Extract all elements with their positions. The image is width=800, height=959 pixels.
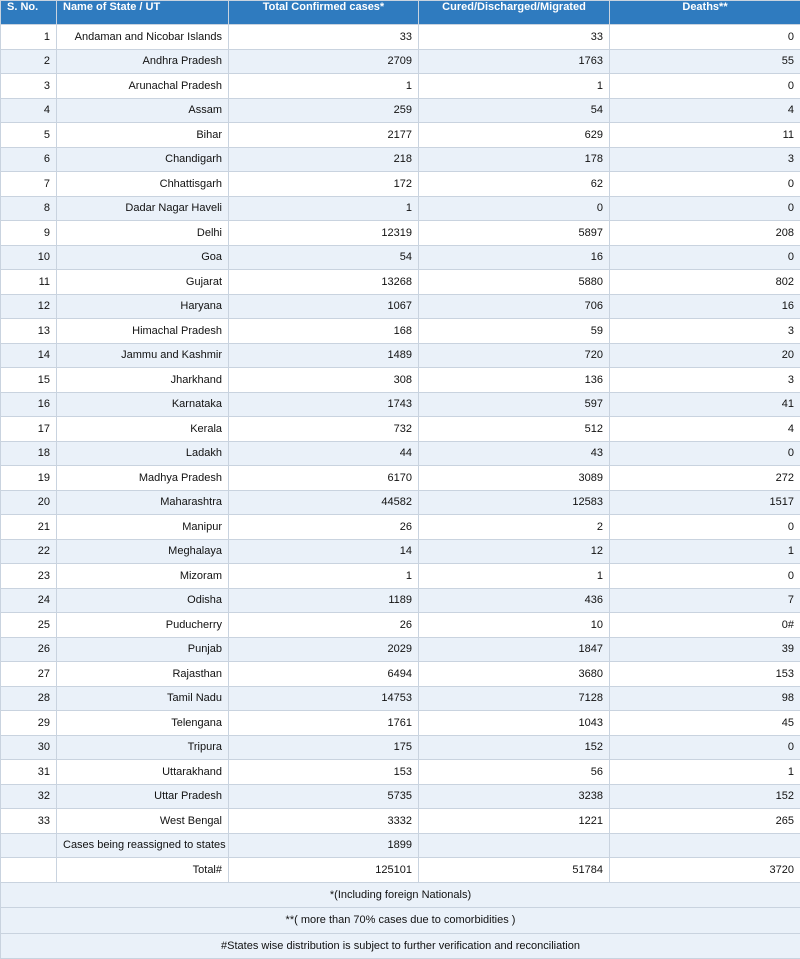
table-row — [1, 686, 800, 711]
cell-sno: 26 — [1, 637, 57, 662]
cell-confirmed: 1189 — [229, 588, 419, 613]
cell-cured: 512 — [419, 417, 610, 442]
table-row — [1, 74, 800, 99]
cell-state: Andhra Pradesh — [57, 49, 229, 74]
cell-deaths: 0 — [610, 735, 800, 760]
cell-sno: 27 — [1, 662, 57, 687]
cell-sno: 25 — [1, 613, 57, 638]
cell-state: Uttar Pradesh — [57, 784, 229, 809]
cell-sno — [1, 833, 57, 858]
cell-state: Mizoram — [57, 564, 229, 589]
table-row — [1, 392, 800, 417]
cell-sno: 13 — [1, 319, 57, 344]
cell-confirmed: 13268 — [229, 270, 419, 295]
footnote-row — [1, 908, 800, 934]
cell-sno: 22 — [1, 539, 57, 564]
cell-confirmed: 14753 — [229, 686, 419, 711]
cell-confirmed: 5735 — [229, 784, 419, 809]
cell-deaths: 152 — [610, 784, 800, 809]
cell-cured: 720 — [419, 343, 610, 368]
cell-cured: 7128 — [419, 686, 610, 711]
cell-state: Chhattisgarh — [57, 172, 229, 197]
cell-state: Ladakh — [57, 441, 229, 466]
cell-confirmed: 14 — [229, 539, 419, 564]
cell-sno: 21 — [1, 515, 57, 540]
reassigned-row — [1, 833, 800, 858]
table-row — [1, 49, 800, 74]
table-row — [1, 637, 800, 662]
table-row — [1, 123, 800, 148]
cell-deaths: 4 — [610, 98, 800, 123]
cell-deaths: 0 — [610, 172, 800, 197]
cell-sno: 32 — [1, 784, 57, 809]
cell-deaths: 153 — [610, 662, 800, 687]
cell-state: Uttarakhand — [57, 760, 229, 785]
cell-state: Haryana — [57, 294, 229, 319]
cell-deaths: 208 — [610, 221, 800, 246]
total-row — [1, 858, 800, 883]
cell-cured: 1847 — [419, 637, 610, 662]
cell-confirmed: 1067 — [229, 294, 419, 319]
cell-cured: 5880 — [419, 270, 610, 295]
cell-state: Punjab — [57, 637, 229, 662]
cell-cured: 136 — [419, 368, 610, 393]
cell-deaths: 4 — [610, 417, 800, 442]
cell-cured: 2 — [419, 515, 610, 540]
cell-sno: 3 — [1, 74, 57, 99]
cell-deaths — [610, 833, 800, 858]
cell-state: Kerala — [57, 417, 229, 442]
cell-cured: 56 — [419, 760, 610, 785]
table-row — [1, 343, 800, 368]
table-row — [1, 466, 800, 491]
cell-cured: 54 — [419, 98, 610, 123]
table-row — [1, 147, 800, 172]
cell-sno: 18 — [1, 441, 57, 466]
cell-sno: 10 — [1, 245, 57, 270]
cell-deaths: 39 — [610, 637, 800, 662]
total-label: Total# — [57, 858, 229, 883]
cell-deaths: 1517 — [610, 490, 800, 515]
cell-confirmed: 44582 — [229, 490, 419, 515]
cell-deaths: 0 — [610, 245, 800, 270]
cell-confirmed: 1761 — [229, 711, 419, 736]
cell-deaths: 3 — [610, 368, 800, 393]
cell-deaths: 45 — [610, 711, 800, 736]
cell-deaths: 802 — [610, 270, 800, 295]
cell-cured: 1 — [419, 564, 610, 589]
header-deaths: Deaths** — [610, 1, 800, 25]
cell-sno: 8 — [1, 196, 57, 221]
cell-confirmed: 2177 — [229, 123, 419, 148]
footnote-comorbidities: **( more than 70% cases due to comorbidities ) — [1, 908, 800, 934]
cell-cured: 629 — [419, 123, 610, 148]
footnote-row — [1, 933, 800, 959]
cell-state: Manipur — [57, 515, 229, 540]
cell-deaths: 11 — [610, 123, 800, 148]
cell-state: Goa — [57, 245, 229, 270]
cell-state: West Bengal — [57, 809, 229, 834]
cell-cured — [419, 833, 610, 858]
cell-cured: 10 — [419, 613, 610, 638]
table-row — [1, 564, 800, 589]
footnote-foreign-nationals: *(Including foreign Nationals) — [1, 882, 800, 908]
cell-state: Karnataka — [57, 392, 229, 417]
cell-confirmed: 12319 — [229, 221, 419, 246]
cell-state: Puducherry — [57, 613, 229, 638]
footnote-verification: #States wise distribution is subject to further verification and reconciliation — [1, 933, 800, 959]
cell-cured: 62 — [419, 172, 610, 197]
table-row — [1, 221, 800, 246]
cell-deaths: 0 — [610, 74, 800, 99]
cell-deaths: 265 — [610, 809, 800, 834]
table-row — [1, 515, 800, 540]
cell-deaths: 20 — [610, 343, 800, 368]
cell-cured: 178 — [419, 147, 610, 172]
cell-sno: 23 — [1, 564, 57, 589]
cell-deaths: 1 — [610, 760, 800, 785]
table-row — [1, 588, 800, 613]
table-row — [1, 294, 800, 319]
cell-confirmed: 6170 — [229, 466, 419, 491]
cell-deaths: 16 — [610, 294, 800, 319]
cell-state: Maharashtra — [57, 490, 229, 515]
cell-state: Meghalaya — [57, 539, 229, 564]
table-row — [1, 245, 800, 270]
table-row — [1, 98, 800, 123]
cell-confirmed: 175 — [229, 735, 419, 760]
cell-confirmed: 2029 — [229, 637, 419, 662]
cell-deaths: 7 — [610, 588, 800, 613]
cell-confirmed: 54 — [229, 245, 419, 270]
cell-state: Tripura — [57, 735, 229, 760]
cell-sno: 7 — [1, 172, 57, 197]
cell-state: Gujarat — [57, 270, 229, 295]
header-confirmed: Total Confirmed cases* — [229, 1, 419, 25]
cell-deaths: 41 — [610, 392, 800, 417]
cell-state: Telengana — [57, 711, 229, 736]
cell-sno: 15 — [1, 368, 57, 393]
cell-sno: 11 — [1, 270, 57, 295]
cell-confirmed: 259 — [229, 98, 419, 123]
table-row — [1, 760, 800, 785]
cell-cured: 3238 — [419, 784, 610, 809]
table-row — [1, 319, 800, 344]
cell-state: Himachal Pradesh — [57, 319, 229, 344]
cell-cured: 12583 — [419, 490, 610, 515]
cell-sno: 14 — [1, 343, 57, 368]
cell-confirmed: 1743 — [229, 392, 419, 417]
cell-cured: 1043 — [419, 711, 610, 736]
cell-sno: 12 — [1, 294, 57, 319]
cell-sno: 24 — [1, 588, 57, 613]
total-cured: 51784 — [419, 858, 610, 883]
cell-cured: 12 — [419, 539, 610, 564]
cell-deaths: 3 — [610, 319, 800, 344]
cell-sno: 6 — [1, 147, 57, 172]
cell-sno: 2 — [1, 49, 57, 74]
cell-confirmed: 3332 — [229, 809, 419, 834]
cell-sno: 19 — [1, 466, 57, 491]
cell-cured: 43 — [419, 441, 610, 466]
table-row — [1, 368, 800, 393]
cell-state: Tamil Nadu — [57, 686, 229, 711]
table-row — [1, 662, 800, 687]
table-header-row — [1, 1, 800, 25]
cell-cured: 706 — [419, 294, 610, 319]
cell-confirmed: 732 — [229, 417, 419, 442]
cell-confirmed: 33 — [229, 25, 419, 50]
cell-state: Bihar — [57, 123, 229, 148]
table-row — [1, 711, 800, 736]
cell-state: Chandigarh — [57, 147, 229, 172]
cell-confirmed: 1 — [229, 74, 419, 99]
cell-sno — [1, 858, 57, 883]
cell-state: Jharkhand — [57, 368, 229, 393]
cell-state: Dadar Nagar Haveli — [57, 196, 229, 221]
cell-deaths: 98 — [610, 686, 800, 711]
cell-sno: 33 — [1, 809, 57, 834]
cell-sno: 29 — [1, 711, 57, 736]
table-row — [1, 441, 800, 466]
cell-confirmed: 26 — [229, 613, 419, 638]
cell-sno: 31 — [1, 760, 57, 785]
cell-sno: 1 — [1, 25, 57, 50]
table-row — [1, 196, 800, 221]
table-row — [1, 417, 800, 442]
total-deaths: 3720 — [610, 858, 800, 883]
table-row — [1, 172, 800, 197]
cell-state: Assam — [57, 98, 229, 123]
cell-sno: 9 — [1, 221, 57, 246]
cell-deaths: 55 — [610, 49, 800, 74]
cell-state: Rajasthan — [57, 662, 229, 687]
header-sno: S. No. — [1, 1, 57, 25]
table-row — [1, 735, 800, 760]
cell-state: Arunachal Pradesh — [57, 74, 229, 99]
cell-deaths: 0# — [610, 613, 800, 638]
table-row — [1, 613, 800, 638]
cell-sno: 4 — [1, 98, 57, 123]
header-cured: Cured/Discharged/Migrated — [419, 1, 610, 25]
cell-confirmed: 153 — [229, 760, 419, 785]
cell-confirmed: 26 — [229, 515, 419, 540]
cell-confirmed: 1489 — [229, 343, 419, 368]
reassigned-confirmed: 1899 — [229, 833, 419, 858]
cell-sno: 30 — [1, 735, 57, 760]
cell-confirmed: 168 — [229, 319, 419, 344]
cell-state: Andaman and Nicobar Islands — [57, 25, 229, 50]
cell-confirmed: 1 — [229, 196, 419, 221]
cell-cured: 0 — [419, 196, 610, 221]
cell-confirmed: 308 — [229, 368, 419, 393]
cell-confirmed: 1 — [229, 564, 419, 589]
table-row — [1, 539, 800, 564]
table-row — [1, 784, 800, 809]
cell-cured: 3089 — [419, 466, 610, 491]
cell-cured: 16 — [419, 245, 610, 270]
cell-confirmed: 172 — [229, 172, 419, 197]
cell-sno: 17 — [1, 417, 57, 442]
header-state: Name of State / UT — [57, 1, 229, 25]
cell-deaths: 0 — [610, 196, 800, 221]
reassigned-label: Cases being reassigned to states — [57, 833, 229, 858]
cell-state: Delhi — [57, 221, 229, 246]
cell-deaths: 1 — [610, 539, 800, 564]
table-row — [1, 270, 800, 295]
cell-confirmed: 44 — [229, 441, 419, 466]
cell-cured: 1763 — [419, 49, 610, 74]
cell-deaths: 0 — [610, 25, 800, 50]
cell-deaths: 0 — [610, 564, 800, 589]
total-confirmed: 125101 — [229, 858, 419, 883]
cell-deaths: 0 — [610, 515, 800, 540]
cell-cured: 59 — [419, 319, 610, 344]
cell-confirmed: 218 — [229, 147, 419, 172]
footnote-row — [1, 882, 800, 908]
cell-state: Jammu and Kashmir — [57, 343, 229, 368]
cell-cured: 3680 — [419, 662, 610, 687]
cell-cured: 5897 — [419, 221, 610, 246]
cell-cured: 152 — [419, 735, 610, 760]
cell-sno: 20 — [1, 490, 57, 515]
table-row — [1, 490, 800, 515]
cell-cured: 1221 — [419, 809, 610, 834]
table-row — [1, 809, 800, 834]
cell-deaths: 0 — [610, 441, 800, 466]
cell-cured: 597 — [419, 392, 610, 417]
cell-cured: 1 — [419, 74, 610, 99]
cell-confirmed: 2709 — [229, 49, 419, 74]
cell-deaths: 3 — [610, 147, 800, 172]
cell-sno: 28 — [1, 686, 57, 711]
cell-deaths: 272 — [610, 466, 800, 491]
cell-cured: 33 — [419, 25, 610, 50]
cell-state: Odisha — [57, 588, 229, 613]
table-row — [1, 25, 800, 50]
cell-state: Madhya Pradesh — [57, 466, 229, 491]
cell-sno: 5 — [1, 123, 57, 148]
cell-sno: 16 — [1, 392, 57, 417]
cell-confirmed: 6494 — [229, 662, 419, 687]
cell-cured: 436 — [419, 588, 610, 613]
